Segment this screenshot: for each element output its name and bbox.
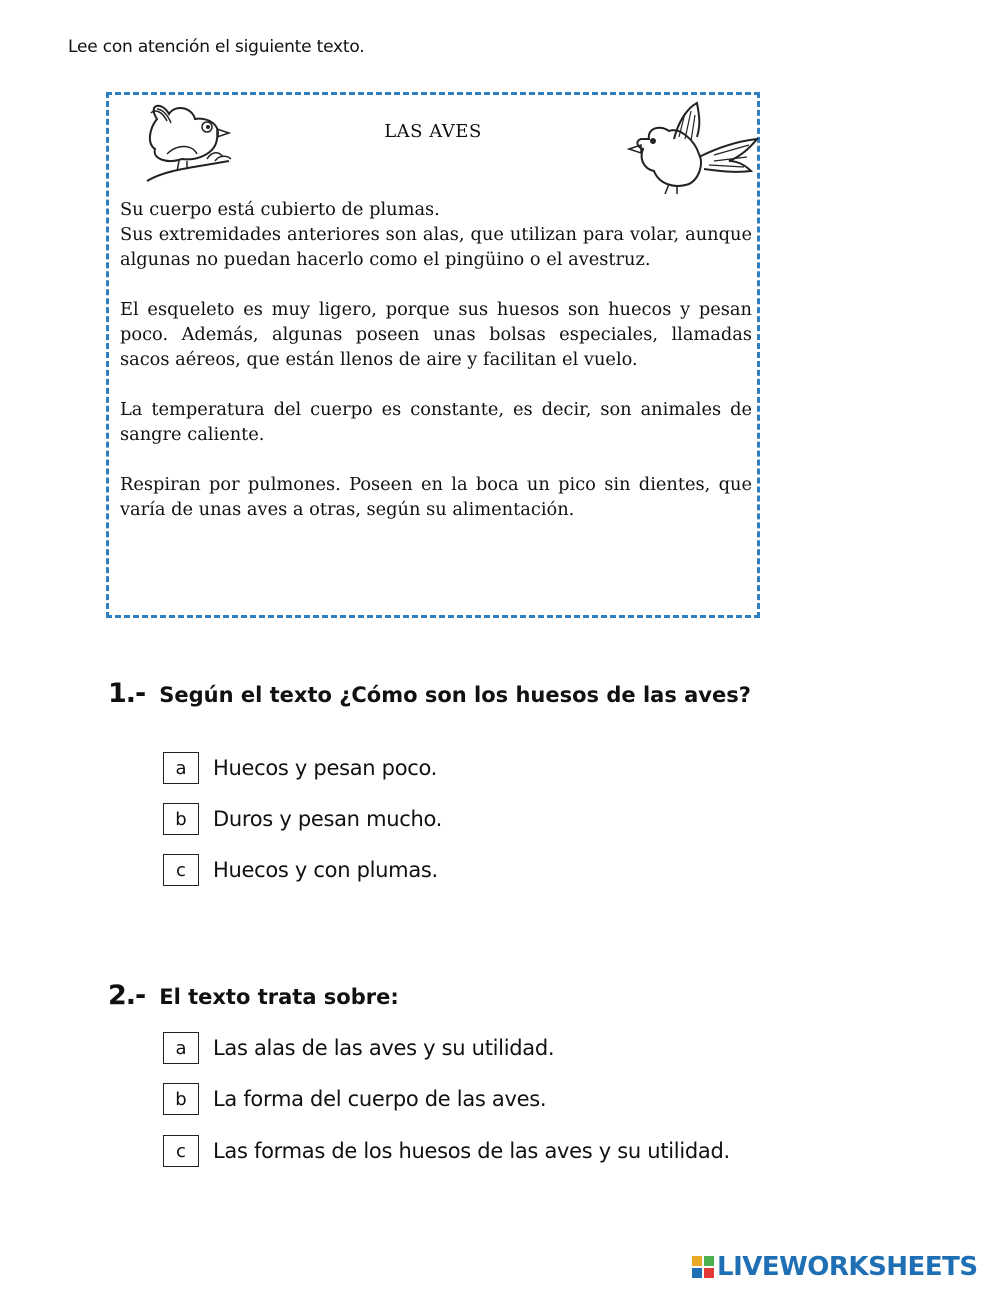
instruction-text: Lee con atención el siguiente texto. [68, 37, 365, 57]
question-2 [108, 980, 399, 1011]
logo-text: LIVEWORKSHEETS [717, 1252, 978, 1282]
paragraph: Sus extremidades anteriores son alas, que utilizan para volar, aunque algunas no puedan hacerlo como el pingüino o el avestruz. [120, 224, 752, 270]
flying-bird-icon [619, 99, 759, 195]
paragraph: Respiran por pulmones. Poseen en la boca un pico sin dientes, que varía de unas aves a otras, según su alimentación. [120, 474, 752, 520]
question-number: 2.- [108, 980, 146, 1011]
reading-title: LAS AVES [384, 121, 482, 142]
option-text: Las formas de los huesos de las aves y su utilidad. [213, 1139, 730, 1163]
reading-body [120, 197, 752, 547]
reading-box [106, 92, 760, 618]
answer-box[interactable]: c [163, 1135, 199, 1167]
answer-box[interactable]: b [163, 1083, 199, 1115]
question-1 [108, 678, 751, 709]
logo-icon [692, 1256, 714, 1278]
question-text: El texto trata sobre: [159, 985, 399, 1009]
paragraph: La temperatura del cuerpo es constante, es decir, son animales de sangre caliente. [120, 399, 752, 445]
paragraph: El esqueleto es muy ligero, porque sus huesos son huecos y pesan poco. Además, algunas poseen unas bolsas especiales, llamadas sacos aéreos, que están llenos de aire y facilitan el vuelo. [120, 299, 752, 370]
option-text: La forma del cuerpo de las aves. [213, 1087, 547, 1111]
answer-box[interactable]: c [163, 854, 199, 886]
answer-box[interactable]: a [163, 1032, 199, 1064]
option-text: Duros y pesan mucho. [213, 807, 443, 831]
option-2a[interactable] [163, 1031, 554, 1065]
answer-box[interactable]: a [163, 752, 199, 784]
small-bird-icon [137, 99, 237, 189]
option-1a[interactable] [163, 751, 437, 785]
option-2b[interactable] [163, 1082, 546, 1116]
option-1c[interactable] [163, 853, 438, 887]
option-text: Las alas de las aves y su utilidad. [213, 1036, 555, 1060]
option-text: Huecos y con plumas. [213, 858, 438, 882]
option-text: Huecos y pesan poco. [213, 756, 438, 780]
paragraph: Su cuerpo está cubierto de plumas. [120, 199, 440, 220]
answer-box[interactable]: b [163, 803, 199, 835]
question-text: Según el texto ¿Cómo son los huesos de las aves? [159, 683, 751, 707]
question-number: 1.- [108, 678, 146, 709]
liveworksheets-logo [692, 1252, 978, 1282]
option-2c[interactable] [163, 1134, 730, 1168]
option-1b[interactable] [163, 802, 442, 836]
